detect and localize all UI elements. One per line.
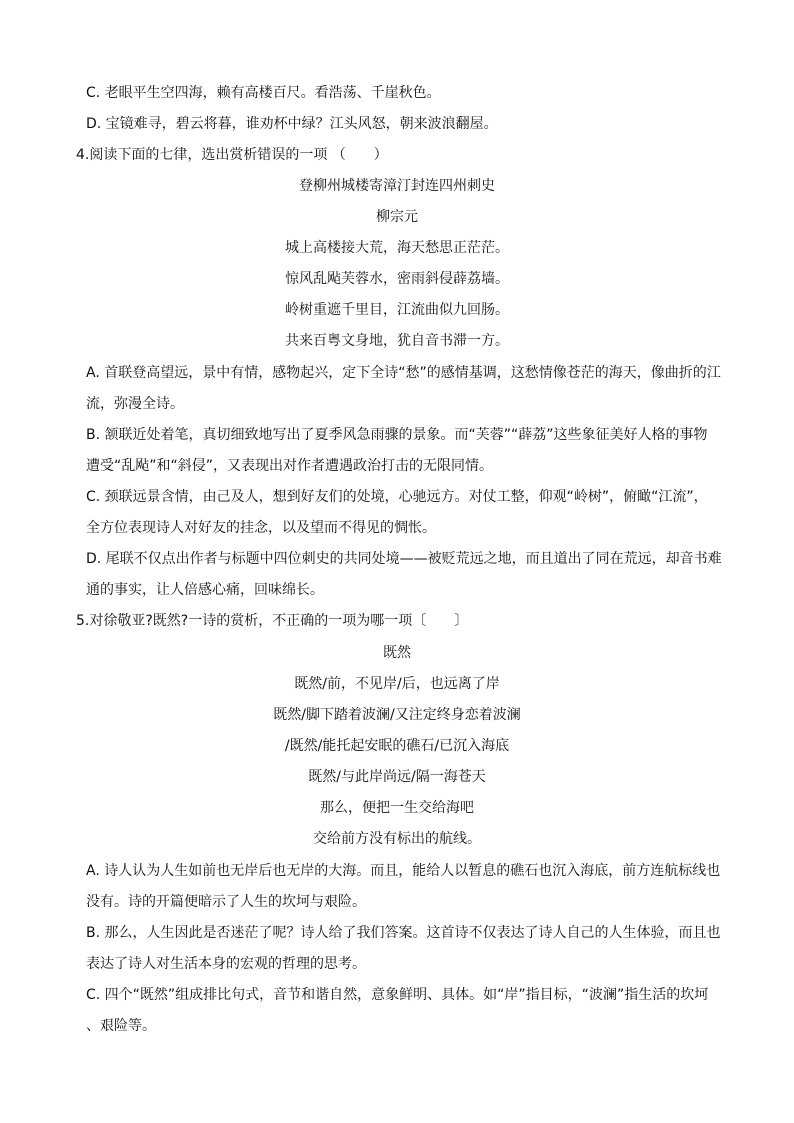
q4-option-c: C. 颈联远景含情，由己及人，想到好友们的处境，心驰远方。对仗工整，仰观“岭树”，俯瞰“江流”， (86, 489, 708, 505)
q5-option-c: C. 四个“既然”组成排比句式，音节和谐自然，意象鲜明、具体。如“岸”指目标，“波澜”指生活的坎坷 (86, 987, 709, 1003)
q5-option-c-cont: 、艰险等。 (86, 1018, 156, 1034)
q5-poem-line: /既然/能托起安眠的礁石/已沉入海底 (284, 738, 510, 754)
q4-poem-title: 登柳州城楼寄漳汀封连四州刺史 (299, 178, 495, 194)
q5-option-b-cont: 表达了诗人对生活本身的宏观的哲理的思考。 (86, 956, 366, 972)
prev-option-c: C. 老眼平生空四海，赖有高楼百尺。看浩荡、千崖秋色。 (86, 85, 441, 101)
q5-poem-line: 交给前方没有标出的航线。 (313, 831, 481, 847)
question-5-stem: 5.对徐敬亚?既然?一诗的赏析，不正确的一项为哪一项〔 〕 (76, 613, 469, 629)
q4-option-d: D. 尾联不仅点出作者与标题中四位刺史的共同处境——被贬荒远之地，而且道出了同在荒远，却音书难 (86, 551, 722, 567)
q5-poem-line: 既然/前，不见岸/后，也远离了岸 (294, 676, 500, 692)
q4-option-a: A. 首联登高望远，景中有情，感物起兴，定下全诗“愁”的感情基调，这愁情像苍茫的海天，像曲折的江 (86, 365, 721, 381)
q4-poem-line: 城上高楼接大荒，海天愁思正茫茫。 (285, 240, 509, 256)
q4-option-a-cont: 流，弥漫全诗。 (86, 396, 184, 412)
q5-poem-line: 既然/与此岸尚远/隔一海苍天 (308, 769, 486, 785)
q5-option-a: A. 诗人认为人生如前也无岸后也无岸的大海。而且，能给人以暂息的礁石也沉入海底，前方连航标线也 (86, 863, 721, 879)
q4-poem-line: 惊风乱飐芙蓉水，密雨斜侵薜荔墙。 (285, 271, 509, 287)
q4-option-c-cont: 全方位表现诗人对好友的挂念，以及望而不得见的惆怅。 (86, 520, 436, 536)
q5-option-b: B. 那么，人生因此是否迷茫了呢？诗人给了我们答案。这首诗不仅表达了诗人自己的人生体验，而且也 (86, 925, 721, 941)
q5-poem-title: 既然 (383, 645, 411, 661)
q5-poem-line: 既然/脚下踏着波澜/又注定终身恋着波澜 (273, 707, 521, 723)
q4-option-b-cont: 遭受“乱飐”和“斜侵”，又表现出对作者遭遇政治打击的无限同情。 (86, 458, 494, 474)
prev-option-d: D. 宝镜难寻，碧云将暮，谁劝杯中绿？江头风怒，朝来波浪翻屋。 (86, 116, 498, 132)
q4-poem-line: 岭树重遮千里目，江流曲似九回肠。 (285, 302, 509, 318)
q4-poem-line: 共来百粤文身地，犹自音书滞一方。 (285, 333, 509, 349)
question-4-stem: 4.阅读下面的七律，选出赏析错误的一项 （ ） (76, 147, 388, 163)
q5-poem-line: 那么，便把一生交给海吧 (320, 800, 474, 816)
q4-poem-author: 柳宗元 (376, 209, 418, 225)
q4-option-d-cont: 通的事实，让人倍感心痛，回味绵长。 (86, 582, 324, 598)
q4-option-b: B. 颔联近处着笔，真切细致地写出了夏季风急雨骤的景象。而“芙蓉”“薜荔”这些象征美好人格的事物 (86, 427, 708, 443)
q5-option-a-cont: 没有。诗的开篇便暗示了人生的坎坷与艰险。 (86, 894, 366, 910)
